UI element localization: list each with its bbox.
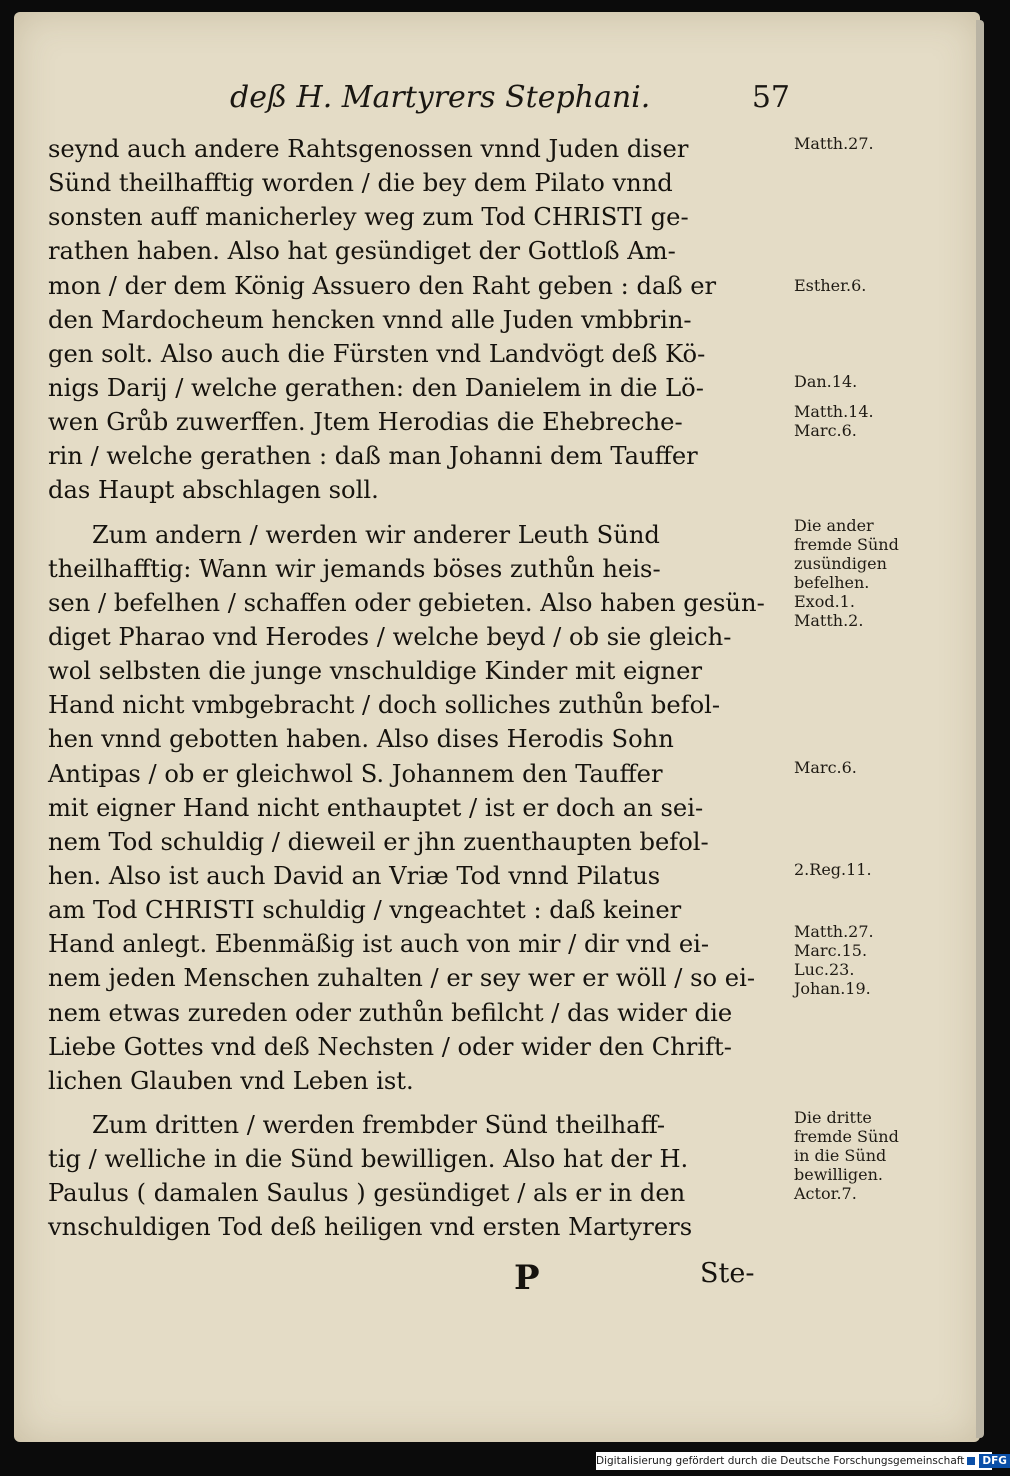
text-line: rathen haben. Also hat gesündiget der Gottloß Am- <box>48 237 676 266</box>
margin-note <box>794 372 934 391</box>
page-edge <box>976 20 984 1438</box>
page-number: 57 <box>751 80 790 115</box>
margin-note-line: fremde Sünd <box>794 1127 899 1146</box>
text-line: hen. Also ist auch David an Vriæ Tod vnnd Pilatus <box>48 861 661 890</box>
margin-note <box>794 276 934 295</box>
margin-note-line: Matth.27. <box>794 134 874 153</box>
margin-note-line: Marc.6. <box>794 421 857 440</box>
text-line: nem Tod schuldig / dieweil er jhn zuenthaupten befol- <box>48 827 709 856</box>
margin-note-line: Johan.19. <box>794 979 871 998</box>
margin-note-line: befelhen. <box>794 573 870 592</box>
text-line: sen / befelhen / schaffen oder gebieten. Also haben gesün- <box>48 588 765 617</box>
text-line: am Tod CHRISTI schuldig / vngeachtet : daß keiner <box>48 896 682 925</box>
text-line: wen Grůb zuwerffen. Jtem Herodias die Ehebreche- <box>48 408 683 437</box>
text-line: hen vnnd gebotten haben. Also dises Herodis Sohn <box>48 725 674 754</box>
dfg-bullet-icon <box>967 1457 975 1465</box>
margin-note <box>794 922 934 998</box>
paragraph-gap <box>48 1098 778 1108</box>
page-header <box>230 80 790 124</box>
text-line: nem jeden Menschen zuhalten / er sey wer er wöll / so ei- <box>48 964 755 993</box>
margin-note-line: Exod.1. <box>794 592 855 611</box>
margin-note-line: fremde Sünd <box>794 535 899 554</box>
text-line: Zum dritten / werden frembder Sünd theilhaff- <box>92 1110 666 1139</box>
text-line: tig / welliche in die Sünd bewilligen. Also hat der H. <box>48 1145 689 1174</box>
signature-mark: P <box>514 1258 540 1298</box>
paragraph-gap <box>48 508 778 518</box>
margin-note-line: Luc.23. <box>794 960 855 979</box>
margin-note <box>794 1108 934 1203</box>
margin-note-line: zusündigen <box>794 554 887 573</box>
text-line: Zum andern / werden wir anderer Leuth Sünd <box>92 520 660 549</box>
text-line: Liebe Gottes vnd deß Nechsten / oder wider den Chrift- <box>48 1032 732 1061</box>
margin-note-line: Esther.6. <box>794 276 867 295</box>
margin-note <box>794 516 934 630</box>
credit-text: Digitalisierung gefördert durch die Deutsche Forschungsgemeinschaft <box>596 1455 965 1467</box>
running-title: deß H. Martyrers Stephani. <box>230 80 651 115</box>
body-text <box>48 132 778 1245</box>
margin-note-line: Matth.2. <box>794 611 864 630</box>
margin-note-line: Die ander <box>794 516 874 535</box>
dfg-logo: DFG <box>979 1454 1010 1468</box>
text-line: nem etwas zureden oder zuthůn befilcht / das wider die <box>48 998 733 1027</box>
text-line: Paulus ( damalen Saulus ) gesündiget / als er in den <box>48 1179 686 1208</box>
text-line: mon / der dem König Assuero den Raht geben : daß er <box>48 271 717 300</box>
text-line: Hand anlegt. Ebenmäßig ist auch von mir / dir vnd ei- <box>48 930 710 959</box>
margin-note <box>794 860 934 879</box>
margin-note-line: Matth.27. <box>794 922 874 941</box>
margin-note-line: Dan.14. <box>794 372 858 391</box>
text-line: Hand nicht vmbgebracht / doch solliches zuthůn befol- <box>48 691 721 720</box>
text-line: Sünd theilhafftig worden / die bey dem Pilato vnnd <box>48 169 673 198</box>
text-line: seynd auch andere Rahtsgenossen vnnd Juden diser <box>48 135 689 163</box>
funding-credit <box>596 1452 1007 1470</box>
text-line: das Haupt abschlagen soll. <box>48 476 379 505</box>
text-line: mit eigner Hand nicht enthauptet / ist er doch an sei- <box>48 793 704 822</box>
text-line: theilhafftig: Wann wir jemands böses zuthůn heis- <box>48 554 661 583</box>
margin-note <box>794 758 934 777</box>
margin-note-line: 2.Reg.11. <box>794 860 872 879</box>
margin-note <box>794 134 934 153</box>
text-line: gen solt. Also auch die Fürsten vnd Landvögt deß Kö- <box>48 339 706 368</box>
text-line: wol selbsten die junge vnschuldige Kinder mit eigner <box>48 657 703 686</box>
catchword: Ste- <box>700 1258 755 1289</box>
margin-note-line: Die dritte <box>794 1108 872 1127</box>
margin-note-line: Marc.6. <box>794 758 857 777</box>
text-line: lichen Glauben vnd Leben ist. <box>48 1066 414 1095</box>
margin-note-line: Actor.7. <box>794 1184 857 1203</box>
margin-note-line: bewilligen. <box>794 1165 883 1184</box>
text-line: vnschuldigen Tod deß heiligen vnd ersten Martyrers <box>48 1213 693 1242</box>
margin-note-line: Matth.14. <box>794 402 874 421</box>
text-line: diget Pharao vnd Herodes / welche beyd / ob sie gleich- <box>48 622 732 651</box>
text-line: sonsten auff manicherley weg zum Tod CHRISTI ge- <box>48 203 689 232</box>
text-line: Antipas / ob er gleichwol S. Johannem den Tauffer <box>48 759 663 788</box>
margin-note-line: Marc.15. <box>794 941 868 960</box>
margin-note-line: in die Sünd <box>794 1146 887 1165</box>
text-line: nigs Darij / welche gerathen: den Danielem in die Lö- <box>48 373 704 402</box>
margin-note <box>794 402 934 440</box>
text-line: rin / welche gerathen : daß man Johanni dem Tauffer <box>48 442 698 471</box>
text-line: den Mardocheum hencken vnnd alle Juden vmbbrin- <box>48 305 692 334</box>
